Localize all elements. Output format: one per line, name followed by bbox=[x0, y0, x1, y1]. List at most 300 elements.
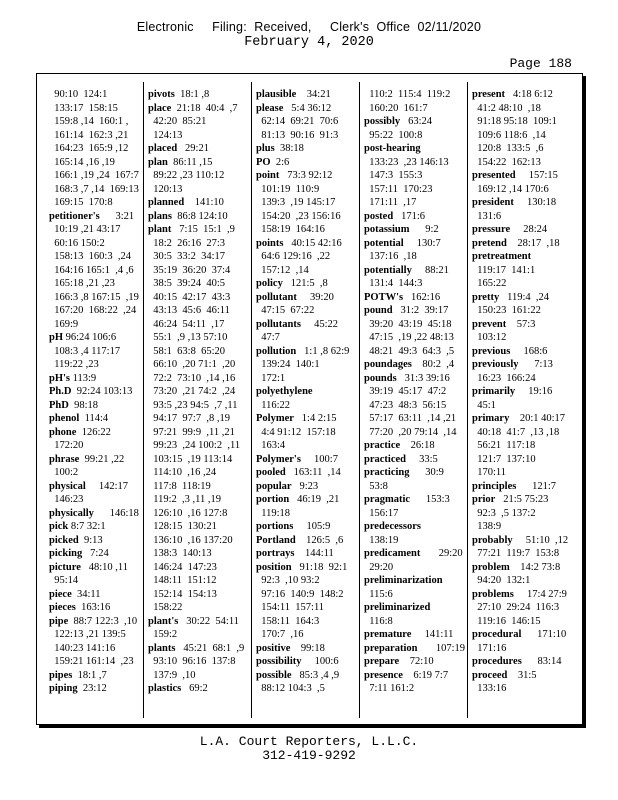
index-term: Portland bbox=[256, 534, 296, 546]
index-continuation bbox=[472, 642, 568, 656]
index-references: 126:5 ,6 bbox=[295, 534, 344, 546]
index-references: 21:18 40:4 ,7 bbox=[171, 102, 238, 114]
index-term: pounds bbox=[364, 372, 397, 384]
index-term: PhD bbox=[49, 399, 69, 411]
index-continuation bbox=[49, 439, 139, 453]
index-term: portions bbox=[256, 521, 294, 532]
index-continuation bbox=[148, 277, 244, 291]
index-references: 133:23 ,23 146:13 bbox=[364, 156, 449, 168]
index-entry bbox=[49, 385, 139, 399]
index-term: physically bbox=[49, 507, 94, 519]
index-continuation bbox=[49, 250, 139, 264]
index-references: 153:3 bbox=[410, 494, 450, 505]
index-references: 33:5 bbox=[406, 453, 438, 465]
index-term: possible bbox=[256, 669, 292, 681]
index-term: primary bbox=[472, 413, 510, 424]
index-continuation bbox=[472, 547, 568, 561]
index-references: 39:20 43:19 45:18 bbox=[364, 318, 452, 330]
index-references: 156:17 bbox=[364, 507, 399, 519]
index-term: pretreatment bbox=[472, 251, 532, 262]
index-references: 83:14 bbox=[521, 656, 562, 667]
index-entry bbox=[364, 223, 465, 237]
index-references: 163:4 bbox=[256, 440, 286, 451]
index-references: 3:21 bbox=[99, 210, 135, 222]
index-entry bbox=[49, 561, 139, 575]
index-references: 137:16 ,18 bbox=[364, 251, 417, 262]
index-references: 5:4 36:12 bbox=[283, 102, 332, 114]
index-references: 161:14 162:3 ,21 bbox=[49, 129, 129, 141]
index-continuation bbox=[148, 345, 244, 359]
index-continuation bbox=[148, 588, 244, 602]
index-references: 43:13 45:6 46:11 bbox=[148, 305, 230, 316]
index-references: 9:2 bbox=[409, 224, 439, 235]
index-entry bbox=[472, 655, 568, 669]
index-references: 100:6 bbox=[301, 656, 339, 667]
index-references: 158:19 164:16 bbox=[256, 224, 325, 235]
index-references: 141:10 bbox=[184, 197, 224, 208]
index-references: 45:1 bbox=[472, 399, 496, 411]
index-references: 72:10 bbox=[399, 656, 434, 667]
index-entry bbox=[256, 88, 349, 102]
index-term: problem bbox=[472, 561, 510, 573]
index-continuation bbox=[49, 183, 139, 197]
index-term: practicing bbox=[364, 467, 410, 478]
index-references: 19:16 bbox=[515, 386, 553, 397]
index-continuation bbox=[148, 183, 244, 197]
index-term: pollution bbox=[256, 345, 297, 357]
index-entry bbox=[148, 156, 244, 170]
index-references: 38:18 bbox=[274, 143, 304, 154]
index-term: planned bbox=[148, 197, 185, 208]
index-entry bbox=[256, 237, 349, 251]
index-references: 23:12 bbox=[77, 683, 107, 694]
index-continuation bbox=[148, 372, 244, 386]
index-references: 130:7 bbox=[403, 237, 441, 249]
index-references: 34:21 bbox=[296, 89, 331, 100]
index-entry bbox=[148, 642, 244, 656]
index-term: procedural bbox=[472, 629, 522, 640]
index-references: 103:15 ,19 113:14 bbox=[148, 453, 233, 465]
index-references: 1:1 ,8 62:9 bbox=[296, 345, 350, 357]
index-references: 7:11 161:2 bbox=[364, 683, 415, 694]
index-continuation bbox=[472, 129, 568, 143]
index-references: 131:6 bbox=[472, 210, 502, 222]
index-references: 35:19 36:20 37:4 bbox=[148, 264, 231, 276]
index-entry bbox=[49, 210, 139, 224]
index-references: 17:4 27:9 bbox=[513, 588, 567, 600]
index-entry bbox=[49, 507, 139, 521]
index-references: 168:6 bbox=[510, 345, 548, 357]
index-references: 40:15 42:16 bbox=[283, 237, 342, 249]
index-continuation bbox=[256, 574, 349, 588]
index-references: 133:16 bbox=[472, 683, 507, 694]
index-entry bbox=[256, 520, 349, 534]
index-entry bbox=[49, 372, 139, 386]
index-continuation bbox=[256, 196, 349, 210]
index-entry bbox=[49, 682, 139, 696]
index-entry bbox=[364, 466, 465, 480]
index-references: 157:15 bbox=[515, 170, 558, 181]
index-references: 46:19 ,21 bbox=[289, 494, 340, 505]
index-references: 7:15 15:1 ,9 bbox=[171, 224, 235, 235]
index-entry bbox=[256, 642, 349, 656]
index-entry bbox=[472, 412, 568, 426]
index-continuation bbox=[148, 412, 244, 426]
index-references: 159:21 161:14 ,23 bbox=[49, 656, 134, 667]
index-references: 39:20 bbox=[296, 291, 334, 303]
index-term: practiced bbox=[364, 453, 406, 465]
index-references: 47:7 bbox=[256, 332, 280, 343]
index-references: 164:23 165:9 ,12 bbox=[49, 143, 129, 154]
index-references: 116:22 bbox=[256, 399, 291, 411]
index-term: petitioner's bbox=[49, 210, 100, 222]
index-continuation bbox=[256, 115, 349, 129]
index-continuation bbox=[472, 264, 568, 278]
index-term: possibly bbox=[364, 116, 401, 127]
index-references: 77:20 ,20 79:14 ,14 bbox=[364, 426, 457, 438]
index-entry bbox=[148, 88, 244, 102]
index-term: points bbox=[256, 237, 284, 249]
index-continuation bbox=[148, 318, 244, 332]
index-references: 169:9 bbox=[49, 318, 79, 330]
index-continuation bbox=[364, 615, 465, 629]
index-references: 103:12 bbox=[472, 332, 507, 343]
index-references: 119:18 bbox=[256, 507, 291, 519]
index-term: piece bbox=[49, 588, 72, 600]
index-references: 91:18 92:1 bbox=[291, 561, 348, 573]
index-term: picture bbox=[49, 561, 81, 573]
index-references: 18:1 ,8 bbox=[174, 89, 210, 100]
index-entry bbox=[364, 264, 465, 278]
index-term: presented bbox=[472, 170, 516, 181]
index-continuation bbox=[49, 291, 139, 305]
index-references: 95:14 bbox=[49, 575, 79, 586]
index-continuation bbox=[49, 115, 139, 129]
index-references: 105:9 bbox=[293, 521, 331, 532]
index-continuation bbox=[472, 331, 568, 345]
index-entry bbox=[472, 88, 568, 102]
index-entry bbox=[256, 142, 349, 156]
index-column bbox=[472, 88, 568, 696]
index-references: 152:14 154:13 bbox=[148, 588, 217, 600]
index-continuation bbox=[472, 210, 568, 224]
index-references: 4:4 91:12 157:18 bbox=[256, 426, 336, 438]
index-references: 166:3 ,8 167:15 ,19 bbox=[49, 291, 139, 303]
index-continuation bbox=[148, 399, 244, 413]
index-references: 66:10 ,20 71:1 ,20 bbox=[148, 359, 236, 370]
index-term: plus bbox=[256, 143, 275, 154]
index-entry bbox=[472, 669, 568, 683]
index-term: plastics bbox=[148, 683, 182, 694]
index-term: positive bbox=[256, 642, 291, 654]
index-references: 77:21 119:7 153:8 bbox=[472, 548, 560, 559]
index-references: 110:2 115:4 119:2 bbox=[364, 89, 451, 100]
index-column bbox=[49, 88, 139, 696]
index-references: 62:14 69:21 70:6 bbox=[256, 116, 339, 127]
index-continuation bbox=[472, 682, 568, 696]
footer-phone: 312-419-9292 bbox=[262, 748, 356, 763]
index-references: 119:4 ,24 bbox=[499, 291, 549, 303]
index-references: 133:17 158:15 bbox=[49, 102, 118, 114]
index-entry bbox=[256, 466, 349, 480]
index-references: 146:18 bbox=[93, 507, 139, 519]
index-term: Polymer's bbox=[256, 453, 301, 465]
index-continuation bbox=[256, 304, 349, 318]
index-entry bbox=[472, 223, 568, 237]
index-term: problems bbox=[472, 588, 514, 600]
index-term: point bbox=[256, 170, 280, 181]
index-references: 170:11 bbox=[472, 467, 507, 478]
index-term: POTW's bbox=[364, 291, 404, 303]
index-term: policy bbox=[256, 278, 283, 289]
index-entry bbox=[364, 520, 465, 534]
index-continuation bbox=[148, 466, 244, 480]
index-term: piping bbox=[49, 683, 78, 694]
index-term: pretend bbox=[472, 237, 507, 249]
index-references: 7:13 bbox=[518, 359, 553, 370]
index-references: 45:21 68:1 ,9 bbox=[175, 642, 245, 654]
index-continuation bbox=[49, 318, 139, 332]
index-term: probably bbox=[472, 534, 513, 546]
index-term: picked bbox=[49, 534, 79, 546]
index-term: placed bbox=[148, 143, 178, 154]
index-entry bbox=[256, 493, 349, 507]
index-continuation bbox=[472, 615, 568, 629]
index-entry bbox=[364, 669, 465, 683]
index-references: 139:3 ,19 145:17 bbox=[256, 197, 336, 208]
index-references: 150:23 161:22 bbox=[472, 305, 541, 316]
index-continuation bbox=[49, 304, 139, 318]
index-continuation bbox=[148, 264, 244, 278]
index-references: 159:8 ,14 160:1 , bbox=[49, 116, 129, 127]
index-references: 138:19 bbox=[364, 534, 399, 546]
index-continuation bbox=[256, 358, 349, 372]
index-term: place bbox=[148, 102, 172, 114]
index-references: 31:3 39:16 bbox=[396, 372, 450, 384]
index-term: pressure bbox=[472, 224, 511, 235]
index-entry bbox=[49, 453, 139, 467]
index-term: polyethylene bbox=[256, 386, 313, 397]
index-continuation bbox=[49, 277, 139, 291]
index-references: 165:14 ,16 ,19 bbox=[49, 156, 115, 168]
index-continuation bbox=[148, 250, 244, 264]
index-continuation bbox=[256, 628, 349, 642]
index-continuation bbox=[472, 102, 568, 116]
index-references: 42:20 85:21 bbox=[148, 116, 207, 127]
index-references: 47:23 48:3 56:15 bbox=[364, 399, 447, 411]
index-term: previously bbox=[472, 359, 519, 370]
index-entry bbox=[256, 156, 349, 170]
index-references: 119:22 ,23 bbox=[49, 359, 99, 370]
index-references: 9:13 bbox=[78, 534, 103, 546]
index-term: Ph.D bbox=[49, 386, 72, 397]
index-references: 88:12 104:3 ,5 bbox=[256, 683, 325, 694]
index-entry bbox=[472, 237, 568, 251]
index-continuation bbox=[364, 183, 465, 197]
index-continuation bbox=[364, 426, 465, 440]
index-references: 158:13 160:3 ,24 bbox=[49, 251, 131, 262]
index-continuation bbox=[256, 601, 349, 615]
index-term: popular bbox=[256, 480, 292, 492]
index-references: 144:11 bbox=[294, 548, 334, 559]
index-references: 7:24 bbox=[82, 548, 109, 559]
index-term: portion bbox=[256, 494, 290, 505]
index-references: 101:19 110:9 bbox=[256, 183, 320, 195]
index-entry bbox=[256, 318, 349, 332]
index-references: 157:11 170:23 bbox=[364, 183, 433, 195]
index-references: 93:5 ,23 94:5 ,7 ,11 bbox=[148, 399, 238, 411]
index-entry bbox=[148, 142, 244, 156]
index-continuation bbox=[49, 102, 139, 116]
index-references: 40:18 41:7 ,13 ,18 bbox=[472, 426, 560, 438]
index-references: 163:11 ,14 bbox=[285, 467, 341, 478]
index-entry bbox=[364, 210, 465, 224]
index-term: prepare bbox=[364, 656, 400, 667]
index-references: 85:3 ,4 ,9 bbox=[291, 669, 340, 681]
index-continuation bbox=[472, 601, 568, 615]
index-references: 98:18 bbox=[68, 399, 99, 411]
index-references: 47:15 67:22 bbox=[256, 305, 315, 316]
index-continuation bbox=[256, 210, 349, 224]
index-references: 97:21 99:9 ,11 ,21 bbox=[148, 426, 235, 438]
index-frame bbox=[36, 73, 583, 725]
index-references: 28:17 ,18 bbox=[506, 237, 560, 249]
index-entry bbox=[148, 615, 244, 629]
index-entry bbox=[256, 345, 349, 359]
index-continuation bbox=[472, 520, 568, 534]
index-references: 130:18 bbox=[513, 197, 557, 208]
index-references: 30:9 bbox=[409, 467, 444, 478]
index-continuation bbox=[148, 669, 244, 683]
index-continuation bbox=[49, 642, 139, 656]
index-continuation bbox=[148, 493, 244, 507]
index-references: 142:17 bbox=[85, 480, 129, 492]
index-references: 146:23 bbox=[49, 494, 84, 505]
index-continuation bbox=[148, 507, 244, 521]
index-references: 131:4 144:3 bbox=[364, 278, 423, 289]
index-term: plants bbox=[148, 642, 176, 654]
index-references: 16:23 166:24 bbox=[472, 372, 536, 384]
index-references: 20:1 40:17 bbox=[509, 413, 566, 424]
index-continuation bbox=[364, 412, 465, 426]
index-references: 119:17 141:1 bbox=[472, 264, 536, 276]
index-column bbox=[364, 88, 465, 696]
index-references: 154:11 157:11 bbox=[256, 602, 325, 613]
index-references: 34:11 bbox=[71, 588, 101, 600]
index-continuation bbox=[472, 507, 568, 521]
index-references: 169:15 170:8 bbox=[49, 197, 113, 208]
index-entry bbox=[148, 102, 244, 116]
index-references: 57:3 bbox=[506, 318, 536, 330]
index-continuation bbox=[148, 574, 244, 588]
index-entry bbox=[49, 412, 139, 426]
index-entry bbox=[256, 277, 349, 291]
index-references: 28:24 bbox=[510, 224, 548, 235]
index-references: 157:12 ,14 bbox=[256, 264, 309, 276]
index-references: 167:20 168:22 ,24 bbox=[49, 305, 137, 316]
index-references: 56:21 117:18 bbox=[472, 440, 536, 451]
index-term: pH's bbox=[49, 372, 71, 384]
index-references: 100:7 bbox=[300, 453, 338, 465]
index-term: pollutant bbox=[256, 291, 297, 303]
index-term: primarily bbox=[472, 386, 516, 397]
index-term: proceed bbox=[472, 669, 508, 681]
index-continuation bbox=[364, 399, 465, 413]
index-entry bbox=[364, 628, 465, 642]
index-continuation bbox=[364, 588, 465, 602]
index-continuation bbox=[148, 237, 244, 251]
index-entry bbox=[472, 291, 568, 305]
page-number: Page 188 bbox=[509, 56, 572, 71]
index-references: 27:10 29:24 116:3 bbox=[472, 602, 560, 613]
index-references: 51:10 ,12 bbox=[512, 534, 569, 546]
index-references: 90:10 124:1 bbox=[49, 89, 108, 100]
index-continuation bbox=[256, 264, 349, 278]
index-references: 8:7 32:1 bbox=[68, 521, 106, 532]
index-continuation bbox=[256, 439, 349, 453]
index-references: 48:10 ,11 bbox=[80, 561, 129, 573]
index-term: potential bbox=[364, 237, 404, 249]
index-references: 57:17 63:11 ,14 ,21 bbox=[364, 413, 457, 424]
index-continuation bbox=[49, 223, 139, 237]
index-references: 1:4 2:15 bbox=[293, 413, 337, 424]
index-entry bbox=[364, 358, 465, 372]
index-term: practice bbox=[364, 440, 401, 451]
filing-stamp: Electronic Filing: Received, Clerk's Office 02/11/2020 bbox=[136, 20, 482, 34]
index-continuation bbox=[49, 466, 139, 480]
index-entry bbox=[49, 601, 139, 615]
index-entry bbox=[472, 588, 568, 602]
index-references: 147:3 155:3 bbox=[364, 170, 423, 181]
index-entry bbox=[148, 682, 244, 696]
index-references: 88:7 122:3 ,10 bbox=[68, 615, 138, 627]
index-references: 121:7 bbox=[516, 480, 557, 492]
index-entry bbox=[364, 601, 465, 615]
index-term: prior bbox=[472, 494, 496, 505]
index-continuation bbox=[364, 507, 465, 521]
index-term: pH bbox=[49, 332, 64, 343]
index-entry bbox=[49, 399, 139, 413]
index-term: previous bbox=[472, 345, 511, 357]
index-references: 47:15 ,19 ,22 48:13 bbox=[364, 332, 454, 343]
index-entry bbox=[472, 345, 568, 359]
index-entry bbox=[472, 480, 568, 494]
column-divider bbox=[467, 82, 468, 718]
index-continuation bbox=[256, 183, 349, 197]
index-references: 121:5 ,8 bbox=[282, 278, 328, 289]
index-references: 114:10 ,16 ,24 bbox=[148, 467, 217, 478]
index-entry bbox=[256, 453, 349, 467]
index-references: 172:20 bbox=[49, 440, 84, 451]
index-continuation bbox=[256, 129, 349, 143]
index-continuation bbox=[49, 237, 139, 251]
column-divider bbox=[359, 82, 360, 718]
index-entry bbox=[472, 250, 568, 264]
index-entry bbox=[472, 493, 568, 507]
index-references: 171:10 bbox=[521, 629, 567, 640]
index-references: 99:23 ,24 100:2 ,11 bbox=[148, 440, 241, 451]
index-term: pipes bbox=[49, 669, 73, 681]
index-continuation bbox=[148, 358, 244, 372]
index-continuation bbox=[364, 88, 465, 102]
index-continuation bbox=[472, 115, 568, 129]
index-continuation bbox=[49, 628, 139, 642]
index-references: 122:13 ,21 139:5 bbox=[49, 629, 126, 640]
index-term: plant's bbox=[148, 615, 179, 627]
index-continuation bbox=[148, 291, 244, 305]
index-continuation bbox=[148, 453, 244, 467]
index-references: 120:8 133:5 ,6 bbox=[472, 143, 544, 154]
